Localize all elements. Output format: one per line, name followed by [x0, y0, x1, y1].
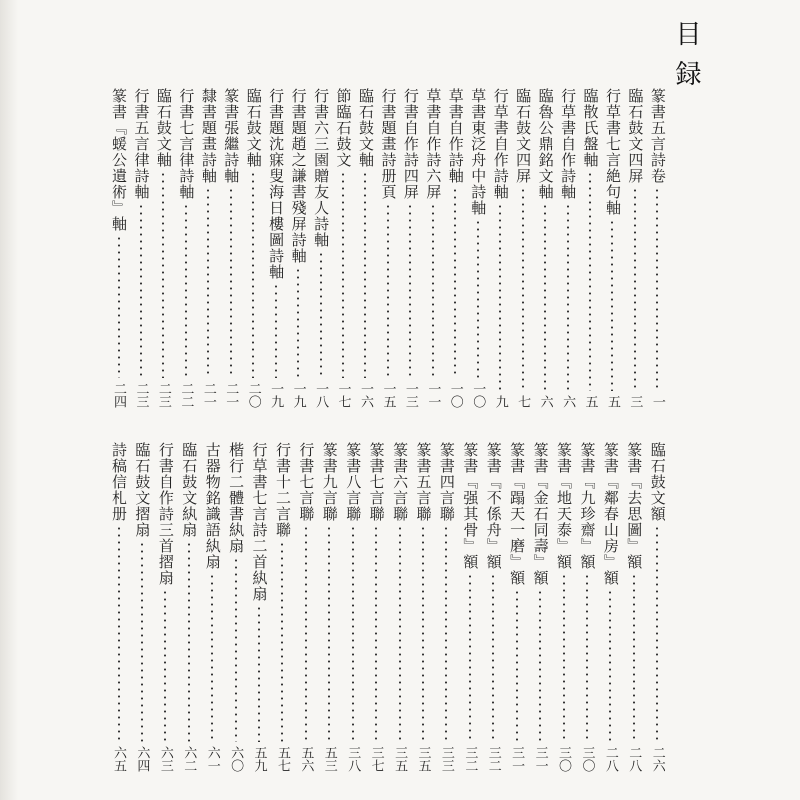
dot-leader — [399, 525, 401, 742]
toc-entry-title: 篆書『鄰春山房』額 — [601, 442, 620, 586]
dot-leader — [609, 589, 611, 742]
toc-entry — [319, 442, 340, 772]
toc-entry-page: 一〇 — [447, 382, 463, 408]
toc-entry — [647, 442, 668, 772]
dot-leader — [235, 557, 237, 742]
dot-leader — [211, 573, 213, 742]
toc-entry-title: 行書五言律詩軸 — [132, 88, 151, 200]
toc-entry-page: 三〇 — [579, 746, 595, 772]
toc-entry-title: 臨石鼓文額 — [648, 442, 667, 522]
toc-entry — [175, 88, 196, 408]
toc-entry-title: 臨石鼓文軸 — [244, 88, 263, 168]
dot-leader — [252, 171, 254, 378]
contents-section-bottom — [108, 442, 668, 772]
toc-entry — [130, 88, 151, 408]
dot-leader — [469, 573, 471, 742]
toc-entry-title: 篆書『强其骨』額 — [461, 442, 480, 570]
toc-entry — [623, 442, 644, 772]
dot-leader — [320, 251, 322, 378]
toc-entry-page: 五 — [582, 395, 598, 408]
toc-entry — [288, 88, 309, 408]
dot-leader — [516, 589, 518, 742]
dot-leader — [140, 203, 142, 378]
dot-leader — [432, 203, 434, 378]
toc-entry-page: 三三 — [438, 746, 454, 772]
page-title: 目録 — [671, 20, 701, 100]
toc-entry-title: 隸書題畫詩軸 — [199, 88, 218, 184]
toc-entry-page: 二三 — [133, 382, 149, 408]
dot-leader — [297, 267, 299, 378]
toc-entry-page: 一三 — [402, 382, 418, 408]
toc-entry-title: 篆書張繼詩軸 — [222, 88, 241, 184]
toc-entry — [310, 88, 331, 408]
toc-entry-page: 二一 — [200, 382, 216, 408]
toc-entry-title: 行書七言律詩軸 — [177, 88, 196, 200]
toc-entry-title: 臨散氏盤軸 — [581, 88, 600, 168]
dot-leader — [164, 589, 166, 742]
page-edge — [0, 0, 18, 800]
toc-entry — [647, 88, 668, 408]
toc-entry — [624, 88, 645, 408]
dot-leader — [342, 171, 344, 378]
toc-entry-title: 篆書七言聯 — [367, 442, 386, 522]
toc-entry-title: 臨石鼓文軸 — [154, 88, 173, 168]
toc-entry-title: 臨石鼓文紈扇 — [180, 442, 199, 538]
toc-entry-page: 六二 — [181, 746, 197, 772]
dot-leader — [207, 187, 209, 378]
toc-entry-title: 篆書五言聯 — [414, 442, 433, 522]
toc-entry-page: 五六 — [298, 746, 314, 772]
dot-leader — [118, 525, 120, 742]
toc-entry — [108, 88, 129, 408]
dot-leader — [118, 235, 120, 378]
toc-entry — [249, 442, 270, 772]
toc-entry-page: 三五 — [392, 746, 408, 772]
toc-entry — [412, 442, 433, 772]
dot-leader — [230, 187, 232, 378]
toc-entry-page: 五 — [604, 395, 620, 408]
toc-entry-title: 臨石鼓文摺扇 — [133, 442, 152, 538]
toc-entry-title: 臨魯公鼎銘文軸 — [536, 88, 555, 200]
dot-leader — [634, 187, 636, 391]
toc-entry — [490, 88, 511, 408]
toc-entry — [355, 88, 376, 408]
toc-entry-title: 古器物銘識語紈扇 — [203, 442, 222, 570]
toc-entry-page: 六 — [560, 395, 576, 408]
dot-leader — [185, 203, 187, 378]
toc-entry — [483, 442, 504, 772]
dot-leader — [656, 187, 658, 391]
toc-entry-page: 六 — [537, 395, 553, 408]
dot-leader — [656, 525, 658, 742]
toc-entry-title: 篆書『蹋天一磨』額 — [508, 442, 527, 586]
toc-entry-page: 三二 — [485, 746, 501, 772]
toc-entry-page: 二〇 — [245, 382, 261, 408]
toc-entry-page: 二一 — [223, 382, 239, 408]
toc-entry-title: 篆書四言聯 — [437, 442, 456, 522]
toc-entry-title: 行書自作詩四屏 — [401, 88, 420, 200]
dot-leader — [499, 203, 501, 391]
toc-entry-title: 行草書自作詩軸 — [491, 88, 510, 200]
toc-entry — [600, 442, 621, 772]
toc-entry-title: 篆書『九珍齋』額 — [578, 442, 597, 570]
toc-entry — [198, 88, 219, 408]
toc-entry-title: 節臨石鼓文 — [334, 88, 353, 168]
toc-entry — [459, 442, 480, 772]
toc-entry-page: 六三 — [157, 746, 173, 772]
toc-entry — [377, 88, 398, 408]
toc-entry — [202, 442, 223, 772]
toc-entry-title: 行書六三園贈友人詩軸 — [312, 88, 331, 248]
toc-entry-page: 一七 — [335, 382, 351, 408]
toc-entry-title: 行書題畫詩册頁 — [379, 88, 398, 200]
contents-section-top — [108, 88, 668, 408]
dot-leader — [544, 203, 546, 391]
toc-entry-title: 行書自作詩三首摺扇 — [156, 442, 175, 586]
toc-entry — [333, 88, 354, 408]
toc-entry-page: 一一 — [425, 382, 441, 408]
toc-entry — [576, 442, 597, 772]
toc-entry — [295, 442, 316, 772]
dot-leader — [258, 605, 260, 742]
toc-entry-title: 篆書『金石同壽』額 — [531, 442, 550, 586]
toc-entry — [530, 442, 551, 772]
toc-entry — [436, 442, 457, 772]
toc-entry-title: 行書題沈寐叟海日樓圖詩軸 — [267, 88, 286, 280]
toc-entry-page: 六四 — [134, 746, 150, 772]
toc-entry — [265, 88, 286, 408]
dot-leader — [281, 541, 283, 742]
dot-leader — [305, 525, 307, 742]
dot-leader — [454, 187, 456, 378]
dot-leader — [563, 573, 565, 742]
toc-entry-title: 草書自作詩六屏 — [424, 88, 443, 200]
toc-entry — [535, 88, 556, 408]
toc-entry-title: 行草書七言絶句軸 — [603, 88, 622, 216]
toc-entry-title: 草書自作詩軸 — [446, 88, 465, 184]
dot-leader — [409, 203, 411, 378]
toc-entry — [272, 442, 293, 772]
toc-entry — [342, 442, 363, 772]
toc-entry — [153, 88, 174, 408]
toc-entry — [512, 88, 533, 408]
toc-entry-page: 二六 — [649, 746, 665, 772]
toc-entry — [178, 442, 199, 772]
toc-entry — [422, 88, 443, 408]
toc-entry — [445, 88, 466, 408]
dot-leader — [275, 283, 277, 378]
toc-entry — [131, 442, 152, 772]
toc-entry-page: 二三 — [155, 382, 171, 408]
toc-entry-page: 六〇 — [228, 746, 244, 772]
dot-leader — [375, 525, 377, 742]
toc-entry-page: 三一 — [532, 746, 548, 772]
toc-entry-title: 臨石鼓文軸 — [356, 88, 375, 168]
dot-leader — [422, 525, 424, 742]
dot-leader — [539, 589, 541, 742]
toc-entry-page: 一八 — [313, 382, 329, 408]
toc-entry-page: 一五 — [380, 382, 396, 408]
toc-entry-page: 三八 — [345, 746, 361, 772]
dot-leader — [188, 541, 190, 742]
toc-entry-page: 三五 — [415, 746, 431, 772]
toc-entry-page: 二八 — [626, 746, 642, 772]
toc-entry-page: 七 — [515, 395, 531, 408]
toc-entry — [400, 88, 421, 408]
toc-entry — [225, 442, 246, 772]
toc-entry — [553, 442, 574, 772]
dot-leader — [492, 573, 494, 742]
toc-entry — [389, 442, 410, 772]
toc-entry-title: 篆書『去思圖』額 — [625, 442, 644, 570]
toc-entry-page: 五九 — [251, 746, 267, 772]
dot-leader — [328, 525, 330, 742]
toc-entry-title: 行書十二言聯 — [273, 442, 292, 538]
toc-entry-page: 六一 — [204, 746, 220, 772]
toc-entry-page: 九 — [492, 395, 508, 408]
toc-entry-page: 一九 — [268, 382, 284, 408]
toc-entry-title: 篆書『地天泰』額 — [555, 442, 574, 570]
toc-entry-page: 二八 — [602, 746, 618, 772]
toc-entry-page: 五三 — [321, 746, 337, 772]
toc-entry — [467, 88, 488, 408]
toc-entry — [506, 442, 527, 772]
toc-entry-title: 臨石鼓文四屏 — [514, 88, 533, 184]
toc-entry-title: 行草書七言詩二首紈扇 — [250, 442, 269, 602]
dot-leader — [633, 573, 635, 742]
toc-entry — [243, 88, 264, 408]
toc-entry-title: 行草書自作詩軸 — [559, 88, 578, 200]
dot-leader — [567, 203, 569, 391]
toc-entry-page: 二二 — [178, 382, 194, 408]
dot-leader — [522, 187, 524, 391]
toc-entry-page: 一 — [649, 395, 665, 408]
dot-leader — [477, 219, 479, 378]
toc-entry-title: 詩稿信札册 — [110, 442, 128, 522]
toc-entry-page: 三〇 — [556, 746, 572, 772]
toc-entry-page: 三七 — [368, 746, 384, 772]
toc-entry-title: 行書七言聯 — [297, 442, 316, 522]
toc-entry-title: 篆書『蝯公遺術』軸 — [110, 88, 128, 232]
dot-leader — [162, 171, 164, 378]
toc-entry-title: 篆書五言詩卷 — [648, 88, 667, 184]
toc-entry-page: 一〇 — [470, 382, 486, 408]
toc-entry — [557, 88, 578, 408]
toc-entry-page: 三一 — [509, 746, 525, 772]
toc-entry-page: 五七 — [274, 746, 290, 772]
dot-leader — [589, 171, 591, 391]
toc-entry — [108, 442, 129, 772]
dot-leader — [586, 573, 588, 742]
dot-leader — [141, 541, 143, 742]
toc-entry — [220, 88, 241, 408]
toc-entry-title: 篆書八言聯 — [344, 442, 363, 522]
toc-entry-page: 三 — [627, 395, 643, 408]
toc-entry — [602, 88, 623, 408]
toc-entry-title: 篆書九言聯 — [320, 442, 339, 522]
dot-leader — [445, 525, 447, 742]
toc-entry-page: 六五 — [111, 746, 126, 772]
toc-entry-title: 楷行二體書紈扇 — [227, 442, 246, 554]
toc-entry-title: 篆書『不係舟』額 — [484, 442, 503, 570]
toc-entry-title: 篆書六言聯 — [391, 442, 410, 522]
toc-entry-title: 草書東泛舟中詩軸 — [469, 88, 488, 216]
toc-entry-page: 二四 — [111, 382, 126, 408]
toc-entry-page: 一六 — [357, 382, 373, 408]
toc-entry — [366, 442, 387, 772]
toc-entry-title: 行書題趙之謙書殘屏詩軸 — [289, 88, 308, 264]
toc-entry — [580, 88, 601, 408]
dot-leader — [364, 171, 366, 378]
dot-leader — [387, 203, 389, 378]
toc-entry-page: 三二 — [462, 746, 478, 772]
dot-leader — [352, 525, 354, 742]
toc-entry-page: 一九 — [290, 382, 306, 408]
toc-entry — [155, 442, 176, 772]
dot-leader — [611, 219, 613, 391]
toc-entry-title: 臨石鼓文四屏 — [626, 88, 645, 184]
